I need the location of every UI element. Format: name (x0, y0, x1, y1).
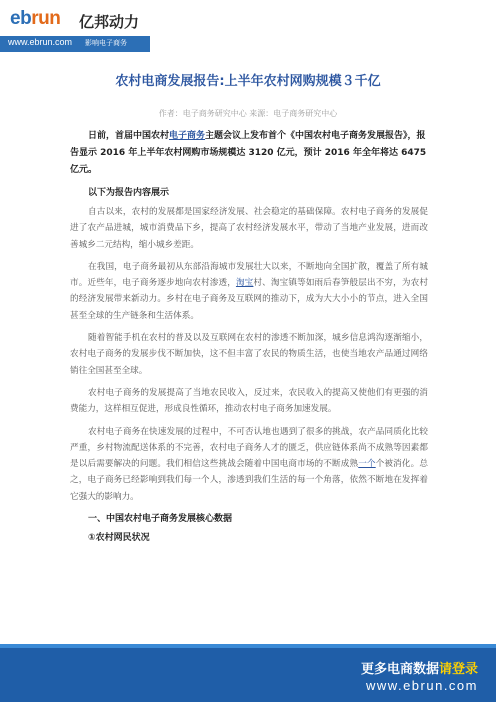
lead-text-end: 主题会议上发布首个《中国农村电子商务发展报告》，报告显示 2016 年上半年农村网购市场规模达 3120 亿元，预计 2016 年全年将达 6475 亿元。 (70, 131, 427, 175)
logo-eb: eb (10, 8, 32, 29)
article-author: 作者：电子商务研究中心 来源：电子商务研究中心 (158, 109, 338, 118)
footer-url: www.ebrun.com (366, 678, 478, 693)
footer-stripe (0, 644, 496, 648)
footer-call-to-action (361, 658, 478, 677)
paragraph-2 (70, 259, 428, 324)
p5-text-end: 个被消化。总之，电子商务已经影响到我们每一个人，渗透到我们生活的每一个角落，依然不断地在发挥着它强大的影响力。 (70, 459, 428, 502)
paragraph-1: 自古以来，农村的发展都是国家经济发展、社会稳定的基础保障。农村电子商务的发展促进了农产品进城，城市消费品下乡，提高了农村经济发展水平，带动了当地产业发展，进而改善城乡二元结构，缩小城乡差距。 (70, 207, 428, 250)
p2-text-start: 在我国，电子商务最初从东部沿海城市发展壮大以来，不断地向全国扩散，覆盖了所有城市。近些年，电子商务逐步地向农村渗透， (70, 261, 428, 289)
section-1-heading: 一、中国农村电子商务发展核心数据 (88, 514, 233, 525)
logo-tagline: 影响电子商务 (85, 39, 127, 47)
paragraph-3: 随着智能手机在农村的普及以及互联网在农村的渗透不断加深，城乡信息鸿沟逐渐缩小，农村电子商务的发展步伐不断加快，这不但丰富了农民的物质生活，也使当地农产品通过网络销往全国甚至全球。 (70, 333, 428, 376)
p2-text-end: 村、淘宝镇等如雨后春笋般层出不穷，为农村的经济发展带来新动力。乡村在电子商务及互联网的推动下，成为大大小小的节点，进入全国甚至全球的生产链条和生活体系。 (70, 278, 428, 321)
ebrun-logo[interactable] (0, 6, 200, 48)
subsection-1-heading: ①农村网民状况 (88, 533, 150, 544)
link-ecommerce[interactable]: 电子商务 (169, 131, 206, 141)
lead-text-start: 日前，首届中国农村 (88, 131, 170, 141)
link-yige[interactable]: 一个 (358, 459, 376, 470)
article-title: 农村电商发展报告:上半年农村网购规模３千亿 (115, 74, 381, 89)
paragraph-4: 农村电子商务的发展提高了当地农民收入，反过来，农民收入的提高又使他们有更强的消费能力，这样相互促进，形成良性循环，推动农村电子商务加速发展。 (70, 387, 428, 415)
article-body (70, 128, 428, 547)
logo-run: run (31, 8, 61, 29)
section-intro-heading: 以下为报告内容展示 (88, 188, 170, 198)
footer-cta-login: 请登录 (438, 662, 478, 677)
footer-cta-text: 更多电商数据 (360, 662, 439, 677)
lead-paragraph (70, 128, 428, 179)
paragraph-5 (70, 424, 428, 505)
logo-chinese-name: 亿邦动力 (79, 13, 140, 31)
p5-text-start: 农村电子商务在快速发展的过程中，不可否认地也遇到了很多的挑战，农产品同质化比较严重，乡村物流配送体系的不完善，农村电子商务人才的匮乏，供应链体系尚不成熟等因素都是以后需要解决的问题。我们相信这些挑战会随着中国电商市场的不断成熟 (70, 426, 428, 470)
page-footer-banner[interactable] (0, 644, 496, 702)
page-header (0, 0, 496, 56)
logo-wordmark (10, 8, 60, 30)
logo-url: www.ebrun.com (8, 37, 73, 47)
link-taobao[interactable]: 淘宝 (235, 278, 254, 289)
